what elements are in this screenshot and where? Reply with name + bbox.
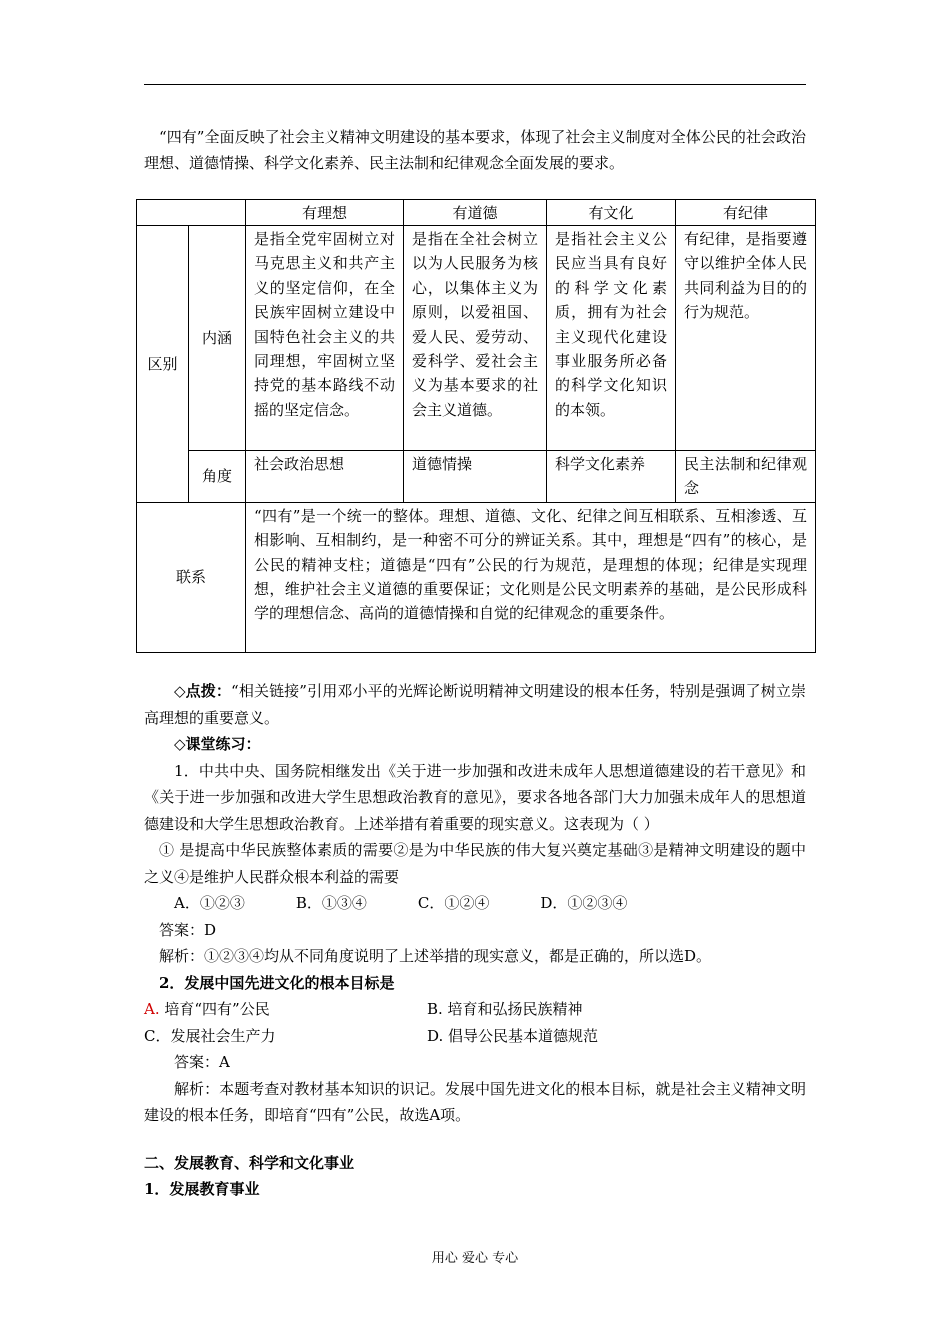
tip-label: ◇点拨： xyxy=(174,682,232,700)
intro-paragraph: “四有”全面反映了社会主义精神文明建设的基本要求，体现了社会主义制度对全体公民的社会政治理想、道德情操、科学文化素养、民主法制和纪律观念全面发展的要求。 xyxy=(144,128,806,172)
cell-connotation-morality: 是指在全社会树立以为人民服务为核心，以集体主义为原则，以爱祖国、爱人民、爱劳动、爱科学、爱社会主义为基本要求的社会主义道德。 xyxy=(404,226,547,451)
q2-options-row-2 xyxy=(144,1023,806,1050)
cell-angle-culture: 科学文化素养 xyxy=(547,451,676,503)
subsection-title: 1．发展教育事业 xyxy=(144,1180,260,1198)
q2-analysis: 解析：本题考查对教材基本知识的识记。发展中国先进文化的根本目标，就是社会主义精神文明建设的根本任务，即培育“四有”公民，故选A项。 xyxy=(144,1079,806,1124)
group-label-difference: 区别 xyxy=(137,226,189,503)
q1-option-c: C．①②④ xyxy=(417,894,490,912)
four-haves-table xyxy=(136,199,816,653)
q2-option-d: D. 倡导公民基本道德规范 xyxy=(427,1026,599,1045)
row-label-connotation: 内涵 xyxy=(189,226,246,451)
q1-items: ① 是提高中华民族整体素质的需要②是为中华民族的伟大复兴奠定基础③是精神文明建设的题中之义④是维护人民群众根本利益的需要 xyxy=(144,841,806,886)
page-footer: 用心 爱心 专心 xyxy=(431,1251,519,1266)
row-label-connection: 联系 xyxy=(137,502,246,652)
tip-paragraph xyxy=(144,678,806,731)
q2-stem: 2．发展中国先进文化的根本目标是 xyxy=(159,973,395,992)
q2-option-a: A. 培育“四有”公民 xyxy=(144,1000,270,1018)
document-body xyxy=(144,678,806,1129)
section-headings xyxy=(144,1150,354,1202)
q1-option-b: B．①③④ xyxy=(295,894,367,912)
q1-option-d: D．①②③④ xyxy=(540,894,628,912)
q1-option-a: A．①②③ xyxy=(174,894,245,912)
header-culture: 有文化 xyxy=(547,200,676,226)
cell-connotation-culture: 是指社会主义公民应当具有良好的科学文化素质，拥有为社会主义现代化建设事业服务所必备的科学文化知识的本领。 xyxy=(547,226,676,451)
cell-connotation-discipline: 有纪律，是指要遵守以维护全体人民共同利益为目的的行为规范。 xyxy=(676,226,816,451)
q2-option-c: C．发展社会生产力 xyxy=(144,1026,276,1045)
table-corner-cell xyxy=(137,200,246,226)
q2-option-a-letter: A. xyxy=(144,1000,160,1018)
q2-answer: 答案：A xyxy=(174,1053,230,1071)
q1-analysis: 解析：①②③④均从不同角度说明了上述举措的现实意义，都是正确的，所以选D。 xyxy=(159,947,712,965)
header-morality: 有道德 xyxy=(404,200,547,226)
q2-option-b: B. 培育和弘扬民族精神 xyxy=(427,1000,583,1018)
q1-options xyxy=(144,890,806,917)
cell-connection-text: “四有”是一个统一的整体。理想、道德、文化、纪律之间互相联系、互相渗透、互相影响、互相制约，是一种密不可分的辨证关系。其中，理想是“四有”的核心，是公民的精神支柱；道德是“四有”公民的行为规范，是理想的体现；纪律是实现理想，维护社会主义道德的重要保证；文化则是公民文明素养的基础，是公民形成科学的理想信念、高尚的道德情操和自觉的纪律观念的重要条件。 xyxy=(246,502,816,652)
header-ideal: 有理想 xyxy=(246,200,404,226)
header-rule xyxy=(144,84,806,85)
q1-answer: 答案：D xyxy=(159,920,217,939)
q1-stem: 1．中共中央、国务院相继发出《关于进一步加强和改进未成年人思想道德建设的若干意见》和《关于进一步加强和改进大学生思想政治教育的意见》，要求各地各部门大力加强未成年人的思想道德建设和大学生思想政治教育。上述举措有着重要的现实意义。这表现为（ ） xyxy=(144,761,806,833)
tip-text: “相关链接”引用邓小平的光辉论断说明精神文明建设的根本任务，特别是强调了树立崇高理想的重要意义。 xyxy=(144,682,806,727)
section-title: 二、发展教育、科学和文化事业 xyxy=(144,1154,355,1172)
row-label-angle: 角度 xyxy=(189,451,246,503)
cell-angle-discipline: 民主法制和纪律观念 xyxy=(676,451,816,503)
cell-connotation-ideal: 是指全党牢固树立对马克思主义和共产主义的坚定信仰，在全民族牢固树立建设中国特色社会主义的共同理想，牢固树立坚持党的基本路线不动摇的坚定信念。 xyxy=(246,226,404,451)
cell-angle-ideal: 社会政治思想 xyxy=(246,451,404,503)
header-discipline: 有纪律 xyxy=(676,200,816,226)
q2-options-row-1 xyxy=(144,996,806,1023)
practice-heading: ◇课堂练习： xyxy=(174,735,261,753)
cell-angle-morality: 道德情操 xyxy=(404,451,547,503)
